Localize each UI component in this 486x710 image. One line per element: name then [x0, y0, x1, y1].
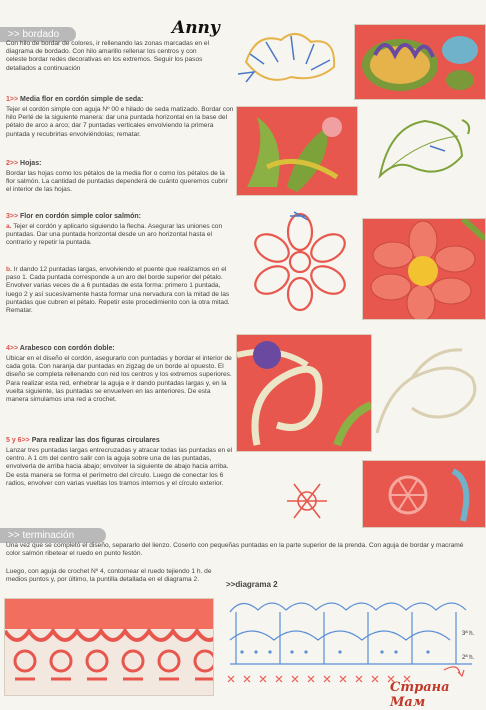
step56-title [6, 437, 234, 444]
step1-text: Tejer el cordón simple con aguja Nº 00 e hilado de seda matizado. Bordar con hilo Perlé de la siguiente manera: dar una puntada horizontal en la base del pétalo de arco a arco; dar 7 puntadas verticales envolviendo la primera puntada y recubrirlas envolviéndolas; rematar. [6, 106, 234, 138]
step4-text: Ubicar en el diseño el cordón, asegurarlo con puntadas y bordar el interior de cada gota. Con naranja dar puntadas en zigzag de un borde al opuesto. El diseño se completa rellenando con red los centros y los extremos superiores. Para realizar esta red, enhebrar la aguja e ir dando puntadas largas y, en la vuelta siguiente, las puntadas se envuelven en las anteriores. De esta manera simulamos una red a crochet. [6, 355, 232, 404]
photo-half-flower [354, 24, 486, 100]
step3-number: 3>> [6, 213, 19, 220]
step3-title-text: Flor en cordón simple color salmón: [20, 213, 141, 220]
step2-text: Bordar las hojas como los pétalos de la media flor o como los pétalos de la flor salmón. La cantidad de puntadas dependerá de cuánto queremos cubrir el interior de las hojas. [6, 170, 228, 194]
step56-text: Lanzar tres puntadas largas entrecruzadas y atracar todas las puntadas en el centro. A 1 cm del centro salir con la aguja sobre una de las puntadas, envolverla de arriba hacia abajo; envolver la siguiente de abajo hacia arriba. De esta manera se forma el perímetro del círculo. Luego de conectar los 6 radios, envolver con varias vueltas los tramos internos y el círculo exterior. [6, 447, 233, 487]
diagram-row-3: 3ª h. [462, 631, 475, 637]
watermark-strana-mam: Страна Мам [390, 680, 450, 710]
step1-title [6, 96, 226, 103]
step3b-body: Ir dando 12 puntadas largas, envolviendo el puente que realizamos en el paso 1. Cada puntada corresponde a un aro del borde superior del pétalo. Envolver varias veces de a 6 puntadas de esta forma: primero 1 puntada, luego 2 y así sucesivamente hasta formar una nervadura con la mitad de las puntadas que cubren el pétalo. Repetir este procedimiento con la otra mitad. Rematar. [6, 266, 230, 315]
diagram-row-2: 2ª h. [462, 655, 475, 661]
step56-title-text: Para realizar las dos figuras circulares [31, 437, 160, 444]
step3a-label: a. [6, 223, 12, 230]
terminacion-text-1: Una vez que se completó el diseño, separarlo del lienzo. Coserlo con pequeñas puntadas en la parte superior de la prenda. Con aguja de bordar y macramé color salmón ribetear el ruedo en punto festón. [6, 542, 464, 558]
step4-number: 4>> [6, 345, 19, 352]
step2-title [6, 160, 226, 167]
step3a-body: Tejer el cordón y aplicarlo siguiendo la flecha. Asegurar las uniones con puntadas. Dar una puntada horizontal desde un aro horizontal hasta el contrario y repetir la puntada. [6, 223, 223, 247]
crochet-diagram [222, 592, 484, 694]
step56-number: 5 y 6>> [6, 437, 30, 444]
step3b-text [6, 266, 234, 315]
terminacion-text-2: Luego, con aguja de crochet Nº 4, contornear el ruedo tejiendo 1 h. de medios puntos y, por último, la puntilla detallada en el diagrama 2. [6, 568, 212, 584]
arabesque-drawing [372, 338, 484, 448]
section-header-terminacion: >> terminación [0, 528, 106, 543]
photo-arabesque [236, 334, 372, 452]
photo-leaves [236, 106, 358, 196]
half-flower-drawing [236, 22, 346, 92]
intro-text: Con hilo de bordar de colores, ir rellenando las zonas marcadas en el diagrama de bordado. Con hilo amarillo rellenar los centros y con celeste bordar redes decorativas en los extremos. Seguir los pasos detallados a continuación [6, 40, 210, 72]
step3b-label: b. [6, 266, 12, 273]
photo-salmon-flower [362, 218, 486, 320]
photo-edging [4, 598, 214, 696]
section-header-bordado: >> bordado [0, 27, 76, 42]
circular-figure-drawing [282, 476, 332, 526]
step4-title-text: Arabesco con cordón doble: [19, 345, 115, 352]
watermark-anny: Anny [172, 18, 220, 38]
step1-title-text: Media flor en cordón simple de seda: [20, 96, 144, 103]
salmon-flower-drawing [246, 210, 354, 314]
step3a-text [6, 223, 234, 248]
photo-circular-figures [362, 460, 486, 528]
leaf-drawing [370, 106, 480, 186]
step2-number: 2>> [6, 160, 19, 167]
step1-number: 1>> [6, 96, 19, 103]
step2-title-text: Hojas: [20, 160, 42, 167]
step4-title [6, 345, 226, 352]
step3-title [6, 213, 226, 220]
diagram-title: >>diagrama 2 [226, 580, 278, 589]
